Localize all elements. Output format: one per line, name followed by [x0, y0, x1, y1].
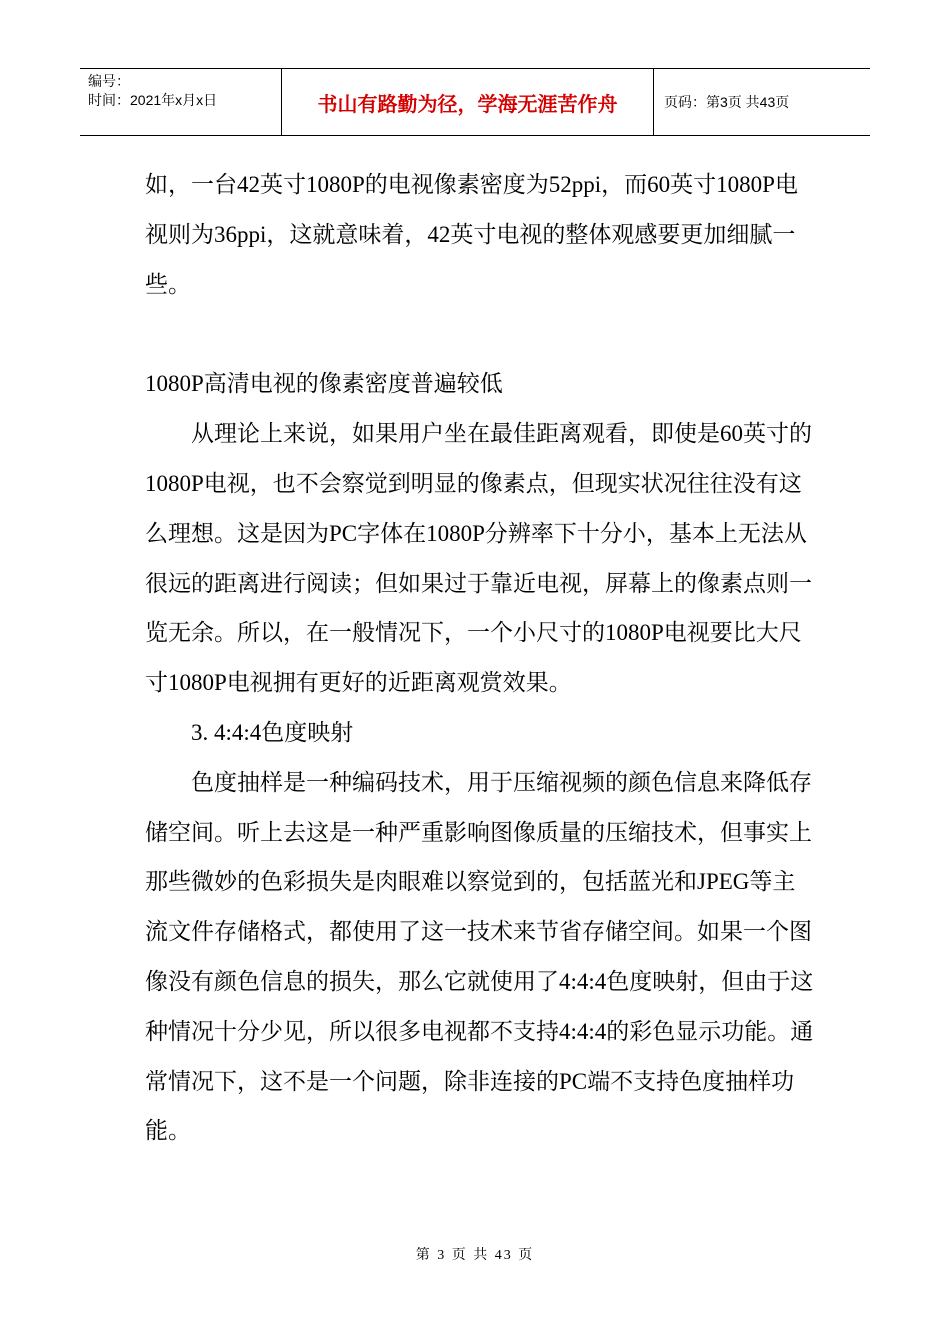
- paragraph-2: 从理论上来说，如果用户坐在最佳距离观看，即使是60英寸的1080P电视，也不会察觉到明显的像素点，但现实状况往往没有这么理想。这是因为PC字体在1080P分辨率下十分小，基本上无法从很远的距离进行阅读；但如果过于靠近电视，屏幕上的像素点则一览无余。所以，在一般情况下，一个小尺寸的1080P电视要比大尺寸1080P电视拥有更好的近距离观赏效果。: [145, 421, 812, 696]
- header-table: [80, 68, 870, 136]
- page-info: 页码：第3页 共43页: [664, 94, 790, 110]
- header-page-cell: [654, 69, 870, 135]
- time-label: 时间：2021年x月x日: [88, 92, 218, 108]
- motto-text: 书山有路勤为径，学海无涯苦作舟: [317, 91, 618, 116]
- page-footer: 第 3 页 共 43 页: [415, 1248, 535, 1263]
- document-body: [145, 160, 815, 1156]
- header-motto-cell: [282, 69, 654, 135]
- paragraph-gap: [145, 309, 815, 359]
- paragraph-3: 色度抽样是一种编码技术，用于压缩视频的颜色信息来降低存储空间。听上去这是一种严重影响图像质量的压缩技术，但事实上那些微妙的色彩损失是肉眼难以察觉到的，包括蓝光和JPEG等主流文件存储格式，都使用了这一技术来节省存储空间。如果一个图像没有颜色信息的损失，那么它就使用了4:4:4色度映射，但由于这种情况十分少见，所以很多电视都不支持4:4:4的彩色显示功能。通常情况下，这不是一个问题，除非连接的PC端不支持色度抽样功能。: [145, 769, 814, 1144]
- number-label: 编号：: [88, 73, 130, 89]
- paragraph-1: 如，一台42英寸1080P的电视像素密度为52ppi，而60英寸1080P电视则为36ppi，这就意味着，42英寸电视的整体观感要更加细腻一些。: [145, 172, 798, 297]
- section-heading-chroma: 3. 4:4:4色度映射: [191, 719, 354, 745]
- header-meta-cell: [80, 69, 282, 135]
- section-heading-pixel-density: 1080P高清电视的像素密度普遍较低: [145, 371, 503, 397]
